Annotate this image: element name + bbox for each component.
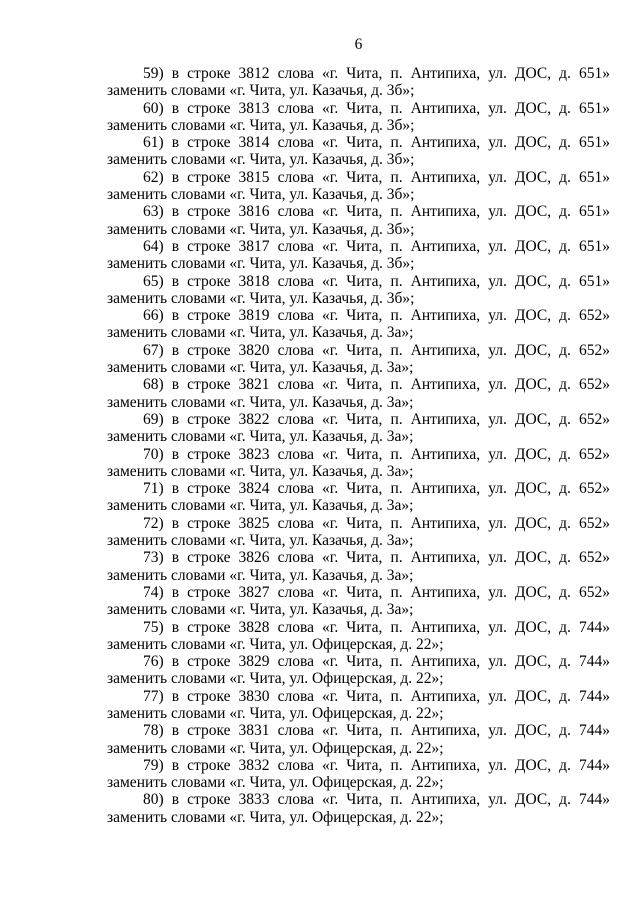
list-item [107, 515, 610, 550]
list-item [107, 342, 610, 377]
list-item [107, 134, 610, 169]
list-item [107, 238, 610, 273]
item-line-2: заменить словами «г. Чита, ул. Казачья, д. 3а»; [107, 359, 414, 377]
item-line-2: заменить словами «г. Чита, ул. Офицерская, д. 22»; [107, 635, 444, 653]
item-line-1: 69) в строке 3822 слова «г. Чита, п. Антипиха, ул. ДОС, д. 652» [143, 410, 610, 428]
list-item [107, 584, 610, 619]
list-item [107, 307, 610, 342]
item-line-2: заменить словами «г. Чита, ул. Казачья, д. 3а»; [107, 393, 414, 411]
item-line-1: 70) в строке 3823 слова «г. Чита, п. Антипиха, ул. ДОС, д. 652» [143, 445, 610, 463]
item-line-1: 74) в строке 3827 слова «г. Чита, п. Антипиха, ул. ДОС, д. 652» [143, 583, 610, 601]
list-item [107, 169, 610, 204]
item-line-1: 75) в строке 3828 слова «г. Чита, п. Антипиха, ул. ДОС, д. 744» [143, 618, 610, 636]
item-line-2: заменить словами «г. Чита, ул. Казачья, д. 3а»; [107, 497, 414, 515]
list-item [107, 480, 610, 515]
item-line-2: заменить словами «г. Чита, ул. Казачья, д. 3а»; [107, 532, 414, 550]
item-line-2: заменить словами «г. Чита, ул. Казачья, д. 3а»; [107, 601, 414, 619]
item-line-2: заменить словами «г. Чита, ул. Казачья, д. 3б»; [107, 186, 415, 204]
list-item [107, 100, 610, 135]
item-line-2: заменить словами «г. Чита, ул. Казачья, д. 3б»; [107, 220, 415, 238]
page-number: 6 [354, 36, 363, 53]
item-line-2: заменить словами «г. Чита, ул. Казачья, д. 3а»; [107, 462, 414, 480]
list-item [107, 411, 610, 446]
item-line-2: заменить словами «г. Чита, ул. Казачья, д. 3б»; [107, 116, 415, 134]
item-line-2: заменить словами «г. Чита, ул. Казачья, д. 3б»; [107, 289, 415, 307]
item-line-1: 61) в строке 3814 слова «г. Чита, п. Антипиха, ул. ДОС, д. 651» [143, 134, 610, 152]
list-item [107, 653, 610, 688]
item-line-1: 71) в строке 3824 слова «г. Чита, п. Антипиха, ул. ДОС, д. 652» [143, 480, 610, 498]
list-item [107, 203, 610, 238]
item-line-1: 60) в строке 3813 слова «г. Чита, п. Антипиха, ул. ДОС, д. 651» [143, 99, 610, 117]
list-item [107, 791, 610, 826]
item-line-1: 77) в строке 3830 слова «г. Чита, п. Антипиха, ул. ДОС, д. 744» [143, 687, 610, 705]
item-line-1: 65) в строке 3818 слова «г. Чита, п. Антипиха, ул. ДОС, д. 651» [143, 272, 610, 290]
item-line-2: заменить словами «г. Чита, ул. Офицерская, д. 22»; [107, 808, 444, 826]
item-line-1: 62) в строке 3815 слова «г. Чита, п. Антипиха, ул. ДОС, д. 651» [143, 168, 610, 186]
item-line-1: 80) в строке 3833 слова «г. Чита, п. Антипиха, ул. ДОС, д. 744» [143, 791, 610, 809]
amendment-list [107, 65, 610, 826]
list-item [107, 446, 610, 481]
list-item [107, 549, 610, 584]
item-line-1: 72) в строке 3825 слова «г. Чита, п. Антипиха, ул. ДОС, д. 652» [143, 514, 610, 532]
item-line-1: 76) в строке 3829 слова «г. Чита, п. Антипиха, ул. ДОС, д. 744» [143, 653, 610, 671]
item-line-1: 78) в строке 3831 слова «г. Чита, п. Антипиха, ул. ДОС, д. 744» [143, 722, 610, 740]
list-item [107, 619, 610, 654]
text-block [107, 37, 610, 826]
item-line-1: 73) в строке 3826 слова «г. Чита, п. Антипиха, ул. ДОС, д. 652» [143, 549, 610, 567]
item-line-2: заменить словами «г. Чита, ул. Казачья, д. 3б»; [107, 255, 415, 273]
list-item [107, 376, 610, 411]
item-line-2: заменить словами «г. Чита, ул. Офицерская, д. 22»; [107, 704, 444, 722]
item-line-1: 59) в строке 3812 слова «г. Чита, п. Антипиха, ул. ДОС, д. 651» [143, 65, 610, 82]
item-line-2: заменить словами «г. Чита, ул. Офицерская, д. 22»; [107, 774, 444, 792]
item-line-2: заменить словами «г. Чита, ул. Офицерская, д. 22»; [107, 670, 444, 688]
item-line-1: 63) в строке 3816 слова «г. Чита, п. Антипиха, ул. ДОС, д. 651» [143, 203, 610, 221]
item-line-2: заменить словами «г. Чита, ул. Казачья, д. 3а»; [107, 324, 414, 342]
item-line-2: заменить словами «г. Чита, ул. Офицерская, д. 22»; [107, 739, 444, 757]
item-line-1: 68) в строке 3821 слова «г. Чита, п. Антипиха, ул. ДОС, д. 652» [143, 376, 610, 394]
item-line-1: 67) в строке 3820 слова «г. Чита, п. Антипиха, ул. ДОС, д. 652» [143, 341, 610, 359]
item-line-1: 66) в строке 3819 слова «г. Чита, п. Антипиха, ул. ДОС, д. 652» [143, 307, 610, 325]
list-item [107, 757, 610, 792]
list-item [107, 688, 610, 723]
item-line-2: заменить словами «г. Чита, ул. Казачья, д. 3б»; [107, 82, 415, 100]
item-line-2: заменить словами «г. Чита, ул. Казачья, д. 3а»; [107, 428, 414, 446]
item-line-1: 79) в строке 3832 слова «г. Чита, п. Антипиха, ул. ДОС, д. 744» [143, 756, 610, 774]
list-item [107, 65, 610, 100]
item-line-2: заменить словами «г. Чита, ул. Казачья, д. 3б»; [107, 151, 415, 169]
list-item [107, 722, 610, 757]
list-item [107, 273, 610, 308]
item-line-1: 64) в строке 3817 слова «г. Чита, п. Антипиха, ул. ДОС, д. 651» [143, 237, 610, 255]
item-line-2: заменить словами «г. Чита, ул. Казачья, д. 3а»; [107, 566, 414, 584]
